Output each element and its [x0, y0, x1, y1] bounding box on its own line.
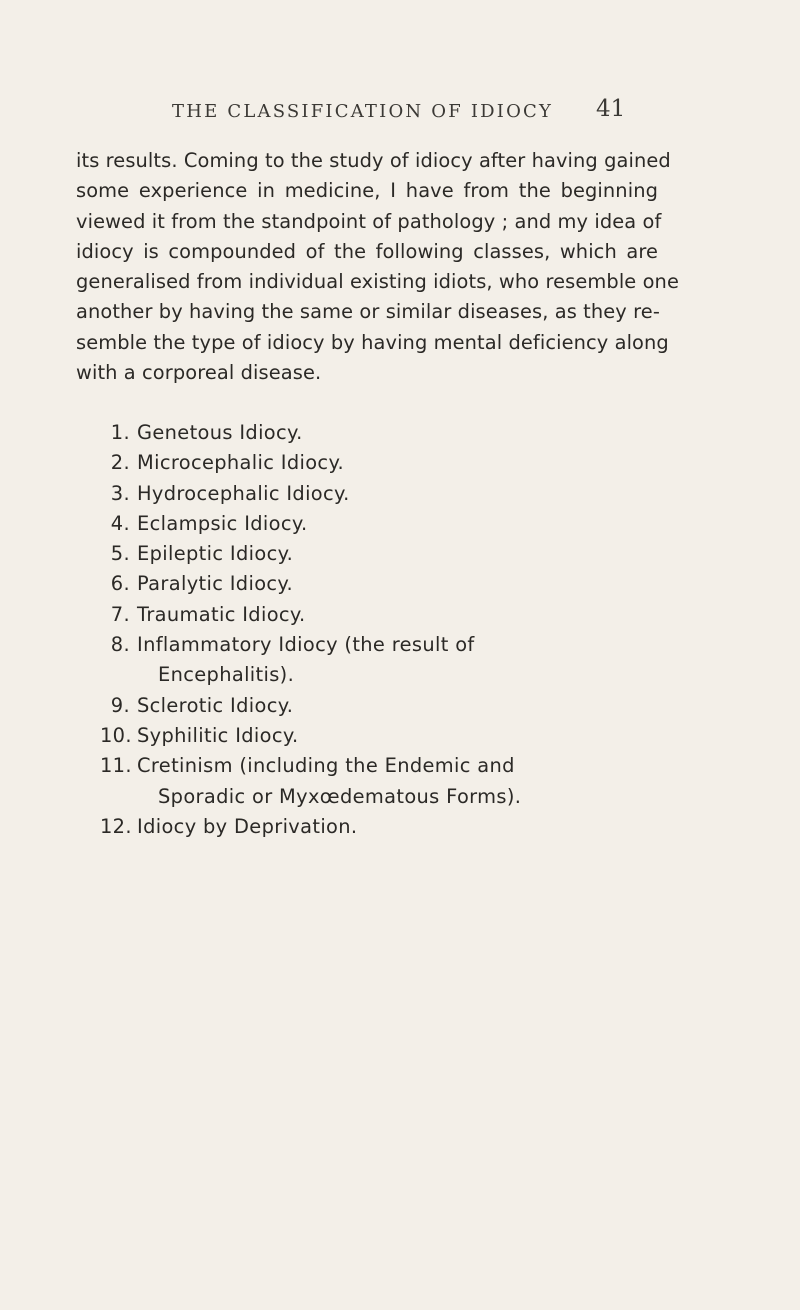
item-line: Paralytic Idiocy. — [137, 572, 293, 596]
item-number: 1. — [110, 421, 130, 444]
item-number: 7. — [110, 602, 130, 626]
item-text — [137, 751, 660, 812]
list-item — [100, 539, 660, 569]
list-item — [100, 509, 660, 539]
item-line: Sclerotic Idiocy. — [137, 693, 294, 717]
item-text — [137, 721, 660, 751]
item-text — [137, 448, 660, 478]
item-text — [137, 569, 660, 599]
paragraph-line: with a corporeal disease. — [76, 361, 322, 385]
paragraph-line: idiocy is compounded of the following classes, which are — [76, 239, 658, 263]
item-text — [137, 812, 660, 842]
list-item — [100, 448, 660, 478]
item-number: 2. — [110, 451, 130, 475]
list-item — [100, 600, 660, 630]
item-text — [137, 479, 660, 509]
paragraph-line: its results. Coming to the study of idiocy after having gained — [76, 149, 671, 172]
list-item — [100, 479, 660, 509]
list-item — [100, 751, 660, 812]
item-number: 9. — [110, 693, 130, 717]
list-item — [100, 721, 660, 751]
item-line: Epileptic Idiocy. — [137, 542, 294, 566]
list-item — [100, 812, 660, 842]
list-item — [100, 569, 660, 599]
paragraph-line: generalised from individual existing idiots, who resemble one — [76, 270, 679, 294]
item-line: Idiocy by Deprivation. — [137, 814, 358, 838]
item-line: Genetous Idiocy. — [137, 421, 303, 444]
running-head: THE CLASSIFICATION OF IDIOCY — [172, 101, 554, 122]
item-number: 4. — [110, 511, 130, 535]
paragraph-line: another by having the same or similar diseases, as they re- — [76, 300, 660, 324]
paragraph-line: viewed it from the standpoint of pathology ; and my idea of — [76, 209, 662, 233]
item-text — [137, 691, 660, 721]
item-text — [137, 509, 660, 539]
body-paragraph — [76, 146, 679, 388]
list-item — [100, 630, 660, 691]
item-continuation-line: Encephalitis). — [158, 663, 295, 687]
item-number: 12. — [100, 814, 132, 838]
list-item — [100, 418, 660, 448]
classification-list — [100, 418, 660, 842]
item-number: 5. — [110, 542, 130, 566]
item-number: 10. — [100, 723, 132, 747]
item-continuation-line: Sporadic or Myxœdematous Forms). — [158, 784, 522, 808]
item-line: Microcephalic Idiocy. — [137, 451, 345, 475]
list-item — [100, 691, 660, 721]
item-line: Hydrocephalic Idiocy. — [137, 481, 350, 505]
item-text — [137, 600, 660, 630]
paragraph-line: some experience in medicine, I have from the beginning — [76, 179, 658, 203]
item-line: Traumatic Idiocy. — [137, 602, 306, 626]
item-text — [137, 418, 660, 448]
item-text — [137, 630, 660, 691]
item-number: 6. — [110, 572, 130, 596]
item-line: Cretinism (including the Endemic and — [137, 754, 515, 778]
item-number: 11. — [100, 754, 132, 778]
item-line: Eclampsic Idiocy. — [137, 511, 308, 535]
item-number: 3. — [110, 481, 130, 505]
item-line: Syphilitic Idiocy. — [137, 723, 299, 747]
item-number: 8. — [110, 633, 130, 657]
paragraph-line: semble the type of idiocy by having mental deficiency along — [76, 330, 669, 354]
page-number: 41 — [596, 96, 626, 122]
item-text — [137, 539, 660, 569]
item-line: Inflammatory Idiocy (the result of — [137, 633, 475, 657]
